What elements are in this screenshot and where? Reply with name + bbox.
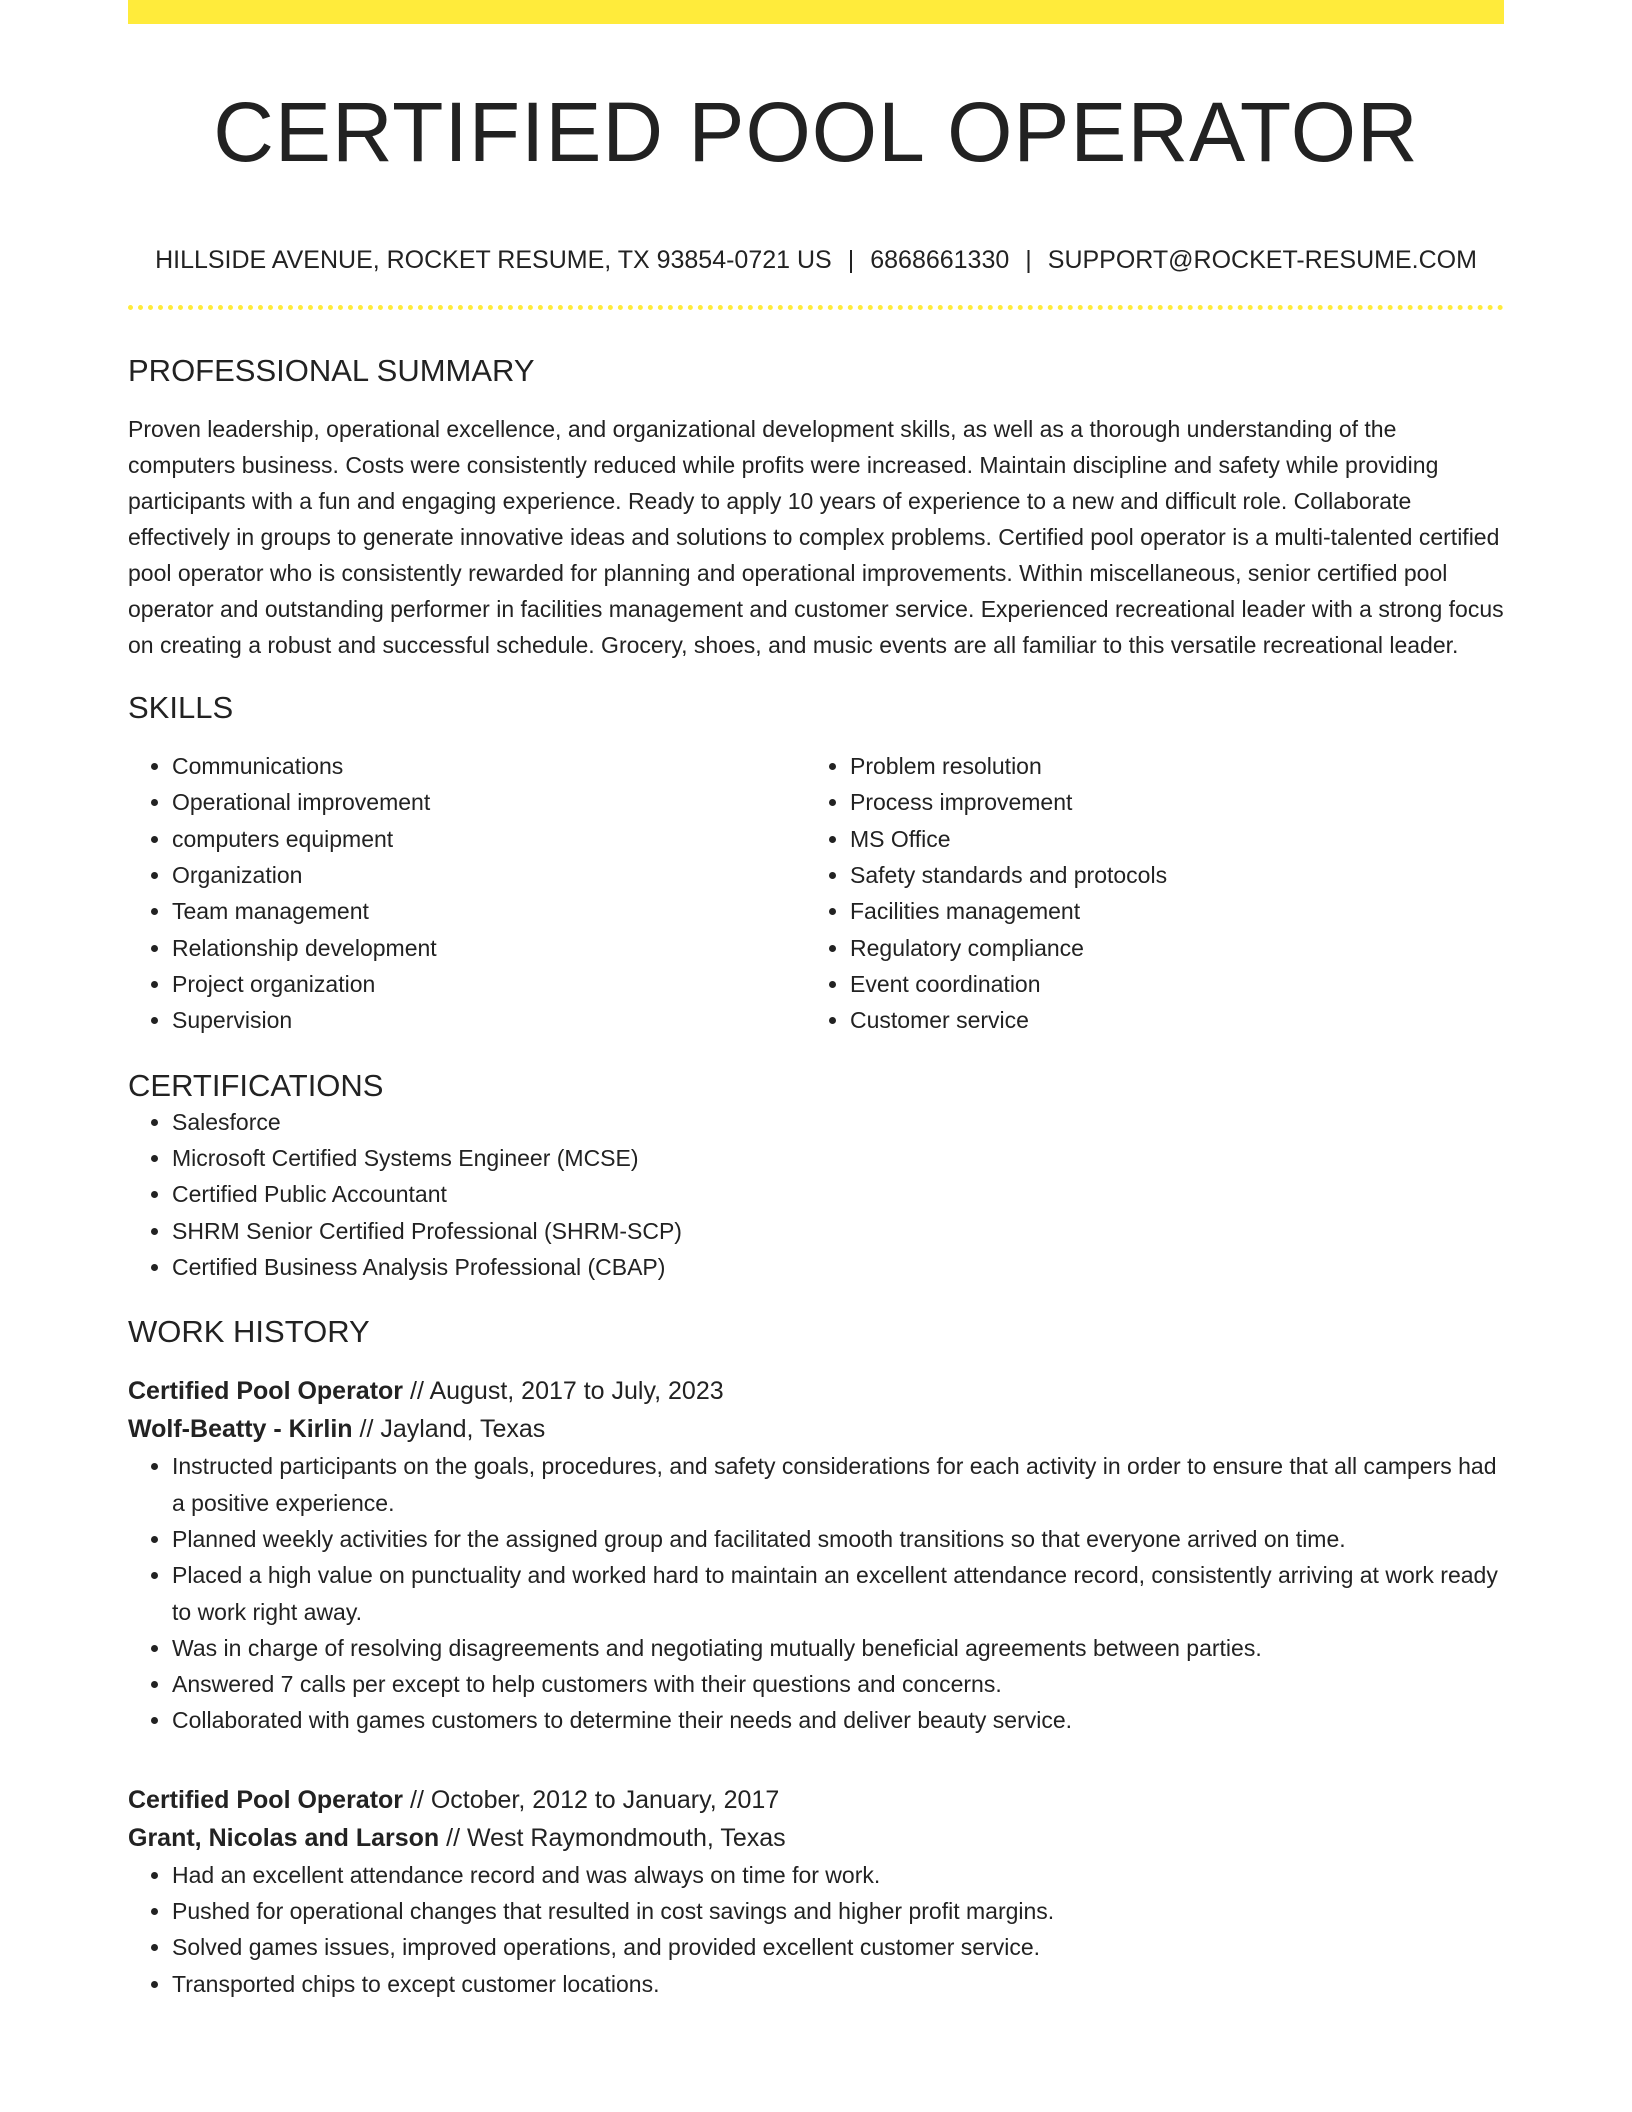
certification-item: • Microsoft Certified Systems Engineer (MCSE) [172,1140,1504,1176]
work-history-heading: WORK HISTORY [128,1314,370,1350]
certifications-heading: CERTIFICATIONS [128,1067,384,1103]
skill-item: • Project organization [172,966,806,1002]
skill-item: • Safety standards and protocols [850,857,1484,893]
job-duty: • Instructed participants on the goals, procedures, and safety considerations for each activity in order to ensure that all campers had a positive experience. [172,1448,1504,1521]
job-location: // Jayland, Texas [352,1415,546,1444]
skill-item: • Team management [172,893,806,929]
skill-item: • Customer service [850,1002,1484,1038]
skills-column-right [806,748,1484,1038]
certification-item: • Salesforce [172,1104,1504,1140]
job-duty: • Transported chips to except customer locations. [172,1966,1504,2002]
skill-item: • Communications [172,748,806,784]
job-title-line [128,1781,1504,1819]
job-company-line [128,1410,1504,1448]
summary-heading: PROFESSIONAL SUMMARY [128,352,535,388]
job-role: Certified Pool Operator [128,1377,404,1406]
contact-separator: | [847,245,855,274]
job-entry [128,1372,1504,1738]
job-dates: // October, 2012 to January, 2017 [403,1785,780,1814]
job-duty: • Placed a high value on punctuality and worked hard to maintain an excellent attendance record, consistently arriving at work ready to work right away. [172,1557,1504,1630]
job-duty: • Planned weekly activities for the assigned group and facilitated smooth transitions so that everyone arrived on time. [172,1521,1504,1557]
skill-item: • Process improvement [850,784,1484,820]
job-duty: • Answered 7 calls per except to help customers with their questions and concerns. [172,1666,1504,1702]
skill-item: • Facilities management [850,893,1484,929]
job-dates: // August, 2017 to July, 2023 [403,1377,724,1406]
job-company-line [128,1819,1504,1857]
certification-item: • SHRM Senior Certified Professional (SHRM-SCP) [172,1213,1504,1249]
job-entry [128,1781,1504,2002]
job-duty: • Was in charge of resolving disagreements and negotiating mutually beneficial agreements between parties. [172,1630,1504,1666]
job-duty: • Pushed for operational changes that resulted in cost savings and higher profit margins. [172,1893,1504,1929]
job-location: // West Raymondmouth, Texas [439,1823,786,1852]
certification-item: • Certified Business Analysis Professional (CBAP) [172,1249,1504,1285]
skill-item: • MS Office [850,821,1484,857]
skill-item: • Supervision [172,1002,806,1038]
skills-column-left [128,748,806,1038]
resume-page [128,0,1504,2002]
contact-separator: | [1025,245,1032,274]
contact-address: HILLSIDE AVENUE, ROCKET RESUME, TX 93854-0721 US [155,245,832,274]
certifications-list [128,1104,1504,1285]
candidate-name: CERTIFIED POOL OPERATOR [213,85,1419,179]
job-duty: • Solved games issues, improved operations, and provided excellent customer service. [172,1929,1504,1965]
job-role: Certified Pool Operator [128,1785,404,1814]
job-duties-list [128,1857,1504,2002]
job-title-line [128,1372,1504,1410]
skills-list-right [806,748,1484,1038]
skills-list-left [128,748,806,1038]
accent-bar [128,0,1504,24]
skill-item: • Organization [172,857,806,893]
contact-phone: 6868661330 [870,245,1010,274]
job-duties-list [128,1448,1504,1738]
summary-text: Proven leadership, operational excellence, and organizational development skills, as well as a thorough understanding of the computers business. Costs were consistently reduced while profits were increased. Maintain discipline and safety while providing participants with a fun and engaging experience. Ready to apply 10 years of experience to a new and difficult role. Collaborate effectively in groups to generate innovative ideas and solutions to complex problems. Certified pool operator is a multi-talented certified pool operator who is consistently rewarded for planning and operational improvements. Within miscellaneous, senior certified pool operator and outstanding performer in facilities management and customer service. Experienced recreational leader with a strong focus on creating a robust and successful schedule. Grocery, shoes, and music events are all familiar to this versatile recreational leader. [128,415,1504,658]
job-duty: • Collaborated with games customers to determine their needs and deliver beauty service. [172,1702,1504,1738]
job-duty: • Had an excellent attendance record and was always on time for work. [172,1857,1504,1893]
skill-item: • Problem resolution [850,748,1484,784]
certification-item: • Certified Public Accountant [172,1176,1504,1212]
skills-heading: SKILLS [128,689,234,725]
skill-item: • computers equipment [172,821,806,857]
skill-item: • Event coordination [850,966,1484,1002]
job-company: Grant, Nicolas and Larson [128,1823,440,1852]
header-divider [128,305,1504,310]
skills-columns [128,748,1504,1038]
contact-line [128,245,1504,275]
job-company: Wolf-Beatty - Kirlin [128,1415,353,1444]
skill-item: • Operational improvement [172,784,806,820]
contact-email: SUPPORT@ROCKET-RESUME.COM [1047,245,1477,274]
skill-item: • Regulatory compliance [850,930,1484,966]
skill-item: • Relationship development [172,930,806,966]
